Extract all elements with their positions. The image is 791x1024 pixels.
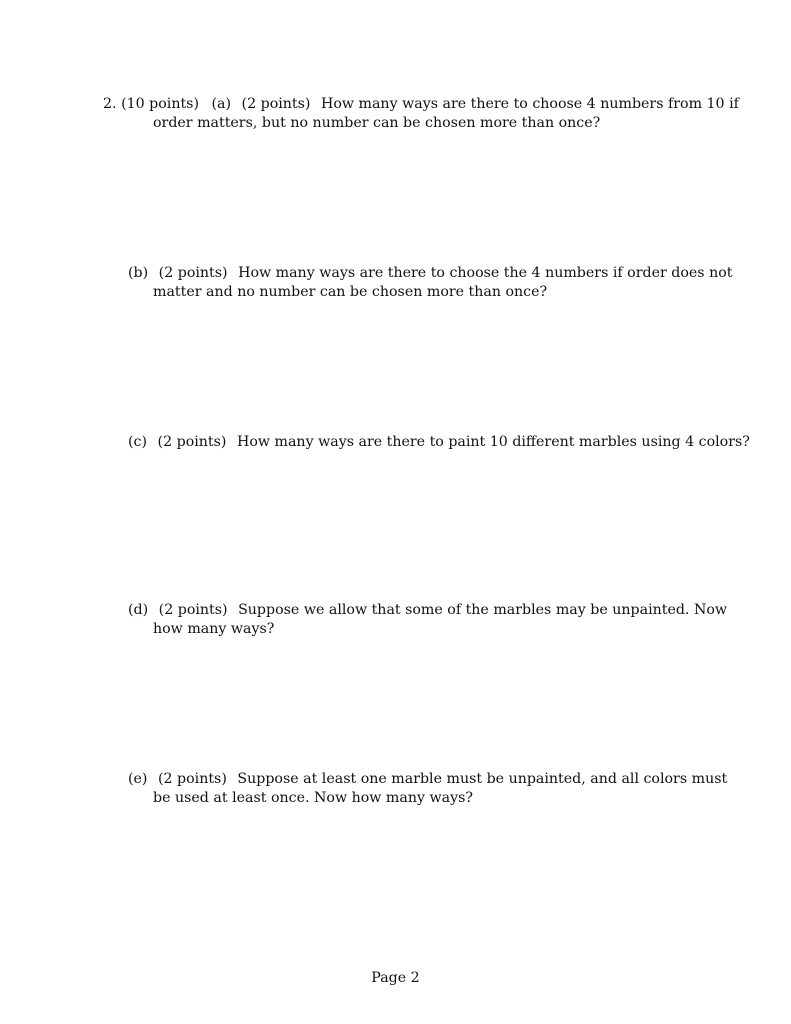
part-a-text-line1: How many ways are there to choose 4 numbers from 10 if — [320, 96, 739, 112]
part-b-points: (2 points) — [158, 265, 228, 281]
page-number: Page 2 — [371, 970, 420, 986]
part-a-points: (2 points) — [241, 96, 311, 112]
part-b-text-line2: matter and no number can be chosen more than once? — [153, 284, 548, 300]
question-number: 2. — [103, 96, 117, 112]
part-d-points: (2 points) — [158, 602, 228, 618]
part-e-label: (e) — [128, 771, 148, 787]
question-2 — [103, 95, 739, 133]
part-c-label: (c) — [128, 434, 148, 450]
part-c-points: (2 points) — [157, 434, 227, 450]
part-d-text-line1: Suppose we allow that some of the marbles may be unpainted. Now — [238, 602, 728, 618]
part-e-points: (2 points) — [157, 771, 227, 787]
part-b — [128, 264, 733, 302]
part-d — [128, 601, 728, 639]
question-points: (10 points) — [121, 96, 199, 112]
part-a-text-line2: order matters, but no number can be chosen more than once? — [153, 115, 601, 131]
part-e-text-line2: be used at least once. Now how many ways? — [153, 790, 474, 806]
part-e — [128, 770, 728, 808]
part-c — [128, 433, 750, 452]
part-d-text-line2: how many ways? — [153, 621, 275, 637]
part-e-text-line1: Suppose at least one marble must be unpainted, and all colors must — [237, 771, 728, 787]
part-d-label: (d) — [128, 602, 149, 618]
part-b-text-line1: How many ways are there to choose the 4 numbers if order does not — [238, 265, 733, 281]
part-c-text-line1: How many ways are there to paint 10 different marbles using 4 colors? — [236, 434, 750, 450]
page-footer — [0, 969, 791, 988]
part-b-label: (b) — [128, 265, 149, 281]
part-a-label: (a) — [211, 96, 232, 112]
